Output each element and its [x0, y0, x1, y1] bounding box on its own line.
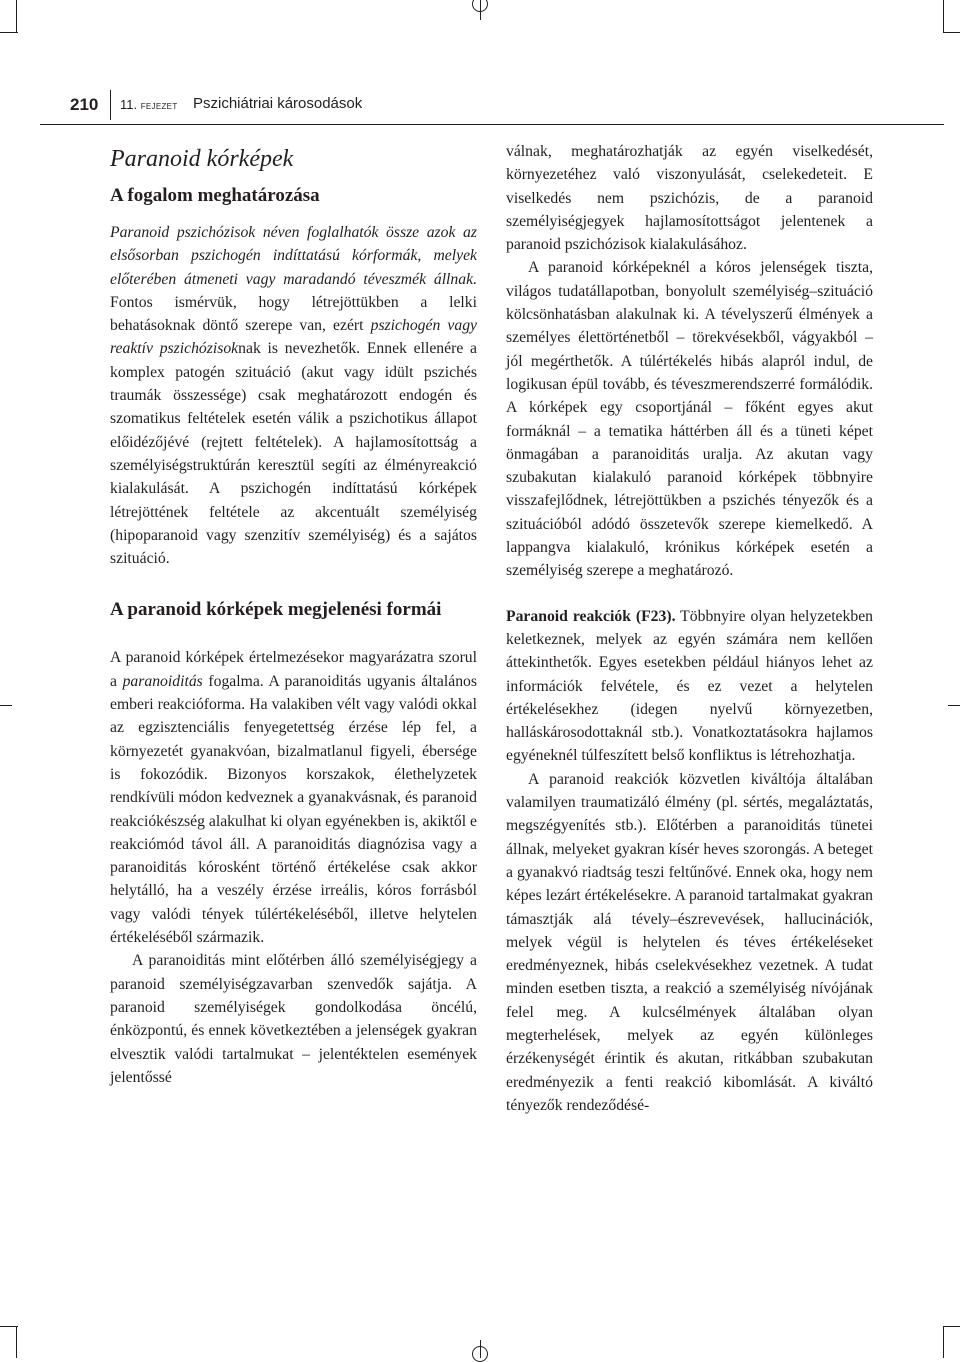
- registration-circle-top: [472, 0, 488, 12]
- section-title: Paranoid kórképek: [110, 146, 294, 172]
- crop-mark-right-mid: [948, 705, 960, 706]
- registration-circle-bottom: [472, 1346, 488, 1362]
- paragraph-phenomena: A paranoid kórképeknél a kóros jelenségek tiszta, világos tudatállapotban, bonyolult személyiség–szituáció kölcsönhatásban alakulnak ki. A tévelyszerű élmények a személyes élettörténetből – törekvésekből, vágyakból – jól megérthetők. A túlértékelés hibás alapról indul, de logikusan épül tovább, és téveszmerendszerré formálódik. A kórképek egy csoportjánál – főként egyes akut formáknál – a tematika háttérben áll és a tüneti képet önmagában a paranoiditás uralja. Az akutan vagy szubakutan kialakuló paranoid kórképek többnyire visszafejlődnek, létrejöttükben a pszichés tényezők és a szituációból adódó összetevők szerepe kiemelkedő. A lappangva kialakuló, krónikus kórképek esetén a személyiség szerepe a meghatározó.: [506, 259, 873, 580]
- page-number: 210: [70, 95, 99, 114]
- paragraph-definition: Paranoid pszichózisok néven foglalhatók össze azok az elsősorban pszichogén indíttatású kórformák, melyek előterében átmeneti vagy maradandó téveszmék állnak. Fontos ismérvük, hogy létrejöttükben a lelki behatásoknak döntő szerepe van, ezért pszichogén vagy reaktív pszichózisoknak is nevezhetők. Ennek ellenére a komplex patogén szituáció (akut vagy idült pszichés traumák összessége) csak meghatározott endogén és szomatikus feltételek esetén válik a pszichotikus állapot előidézőjévé (rejtett feltételek). A hajlamosítottság a személyiségstruktúrán keresztül segíti az élményreakció kialakulását. A pszichogén indíttatású kórképek létrejöttének feltétele az akcentuált személyiség (hipoparanoid vagy szenzitív személyiség) és a sajátos szituáció.: [110, 224, 478, 568]
- definition-italic: Paranoid pszichózisok néven foglalhatók össze azok az elsősorban pszichogén indíttatású kórformák, melyek előterében átmeneti vagy maradandó téveszmék állnak.: [110, 224, 477, 288]
- paragraph-personality: A paranoiditás mint előtérben álló személyiségjegy a paranoid személyiségzavarban szenvedők sajátja. A paranoid személyiségek gondolkodása öncélú, énközpontú, és ennek következtében a jelenségek gyakran elvesztik valódi tartalmukat – jelentéktelen események jelentőssé: [110, 952, 477, 1086]
- running-header: [40, 84, 944, 125]
- crop-mark-top-left: [16, 0, 17, 32]
- crop-mark-left-mid: [0, 705, 12, 706]
- crop-mark-top-right: [943, 0, 944, 32]
- chapter-label: [120, 97, 178, 112]
- crop-mark-bottom-left-h: [0, 1326, 18, 1327]
- crop-mark-top-right-h: [943, 32, 960, 33]
- right-column: [506, 140, 873, 1117]
- chapter-number: 11.: [120, 97, 138, 112]
- crop-mark-bottom-left: [16, 1326, 17, 1358]
- subsection2-title: A paranoid kórképek megjelenési formái: [110, 599, 442, 621]
- chapter-word: FEJEZET: [140, 102, 178, 111]
- left-column: [110, 137, 477, 1089]
- reactions-heading: Paranoid reakciók (F23).: [506, 607, 676, 625]
- paragraph-reactions: Paranoid reakciók (F23). Többnyire olyan helyzetekben keletkeznek, melyek az egyén számára nem kellően áttekinthetők. Egyes esetekben például hiányos lehet az információk felvétele, és ez vezet a helytelen értékelésekhez (idegen nyelvű környezetben, halláskárosodottaknál stb.). Vonatkoztatásokra hajlamos egyéneknél túlfeszített belső konfliktus is létrehozhatja.: [506, 607, 874, 765]
- subsection-title: A fogalom meghatározása: [110, 185, 320, 206]
- paragraph-triggers: A paranoid reakciók közvetlen kiváltója általában valamilyen traumatizáló élmény (pl. sértés, megaláztatás, megszégyenítés stb.). Előtérben a paranoiditás tünetei állnak, melyeket gyakran kísér heves szorongás. A beteget a gyanakvó riadtság teszi feltűnővé. Ennek oka, hogy nem képes lezárt értékelésekre. A paranoid tartalmakat gyakran támasztják alá tévely–észrevevések, hallucinációk, melyek végül is helytelen és téves értékeléseket eredményeznek, hibás cselekvésekhez vezetnek. A tudat minden esetben tiszta, a reakció a személyiség nívójának felel meg. A kulcsélmények általában olyan megterhelések, melyek az egyén különleges érzékenységét érintik és akutan, ritkábban szubakutan eredményezik a fenti reakció kibomlását. A kiváltó tényezők rendeződésé-: [506, 770, 873, 1114]
- crop-mark-top-left-h: [0, 32, 18, 33]
- paragraph-continuation: válnak, meghatározhatják az egyén viselkedését, környezetéhez való viszonyulását, cselekedeteit. E viselkedés nem pszichózis, de a paranoid személyiségjegyek hajlamosítottságot jelentenek a paranoid pszichózisok kialakulásához.: [506, 143, 873, 254]
- running-title: Pszichiátriai károsodások: [193, 95, 363, 112]
- crop-mark-bottom-right: [943, 1326, 944, 1358]
- header-divider: [110, 90, 111, 120]
- crop-mark-bottom-right-h: [943, 1326, 960, 1327]
- paragraph-paranoidity: A paranoid kórképek értelmezésekor magyarázatra szorul a paranoiditás fogalma. A paranoiditás ugyanis általános emberi reakcióforma. Ha valakiben vélt vagy valódi okkal az egzisztenciális fenyegetettség érzése lép fel, a környezetét gyanakvóan, bizalmatlanul figyeli, ébersége is fokozódik. Bizonyos korszakok, élethelyzetek rendkívüli módon kedveznek a gyanakvásnak, és paranoid reakciókészség alakulhat ki olyan egyénekben is, akiktől e reakciómód távol áll. A paranoiditás diagnózisa vagy a paranoiditás kórosként történő értékelése csak akkor helytálló, ha a veszély érzése irreális, kóros forrásból vagy valódi tények túlértékeléséből, illetve helytelen értékeléséből származik.: [110, 649, 477, 947]
